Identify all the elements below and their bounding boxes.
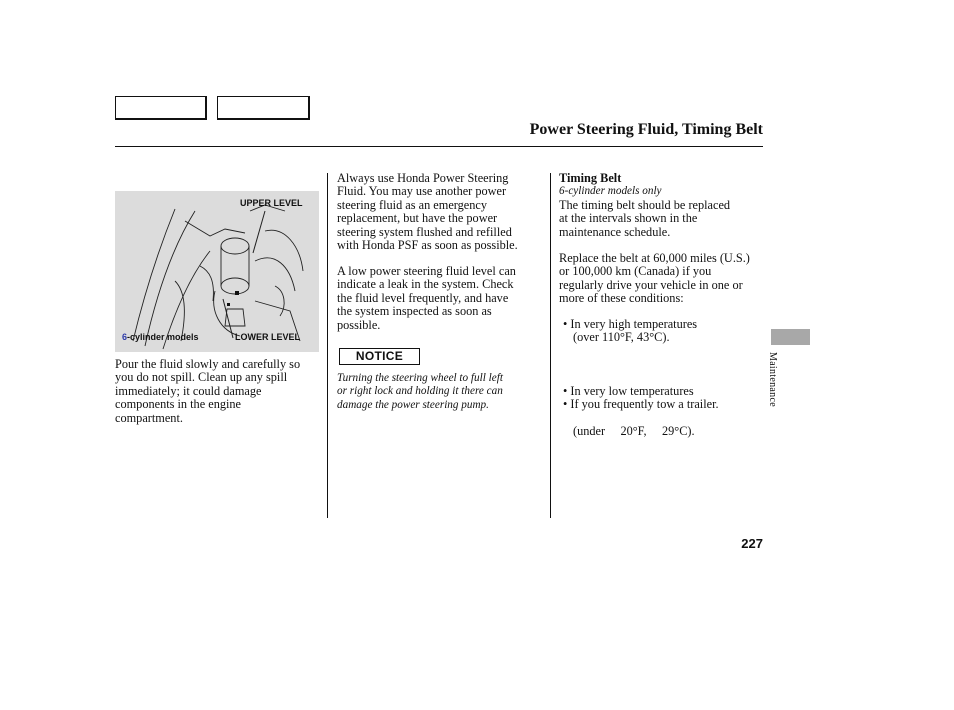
- text-line: the system inspected as soon as: [337, 304, 492, 319]
- lower-level-label: LOWER LEVEL: [235, 332, 300, 342]
- text-line: maintenance schedule.: [559, 224, 671, 239]
- text-line: damage the power steering pump.: [337, 398, 489, 411]
- bullet-item: [563, 398, 719, 411]
- column2-paragraph2: [337, 265, 516, 332]
- notice-label: NOTICE: [355, 349, 404, 363]
- text-line: compartment.: [115, 410, 183, 425]
- notice-badge: [339, 348, 420, 365]
- column3-paragraph1: [559, 199, 730, 239]
- figure-caption-number: 6: [122, 332, 128, 342]
- column-divider-1: [327, 173, 328, 518]
- text-line: steering system flushed and refilled: [337, 224, 512, 239]
- text-line: components in the engine: [115, 397, 242, 412]
- bullet-text: In very low temperatures: [570, 383, 694, 398]
- column3-paragraph2: [559, 252, 750, 306]
- text-line: Replace the belt at 60,000 miles (U.S.): [559, 251, 750, 265]
- power-steering-reservoir-figure: [115, 191, 319, 352]
- text-line: or right lock and holding it there can: [337, 385, 503, 398]
- text-line: indicate a leak in the system. Check: [337, 277, 514, 292]
- section-tab-label: Maintenance: [767, 352, 778, 407]
- text-line: or 100,000 km (Canada) if you: [559, 264, 712, 279]
- text-line: Turning the steering wheel to full left: [337, 372, 503, 384]
- text-line: • In very high temperatures: [563, 317, 698, 331]
- text-line: replacement, but have the power: [337, 211, 498, 226]
- title-rule: [115, 146, 763, 147]
- section-tab[interactable]: [771, 329, 810, 345]
- text-line: with Honda PSF as soon as possible.: [337, 238, 518, 253]
- nav-button-index[interactable]: [217, 96, 310, 120]
- figure-caption-text: -cylinder models: [127, 332, 199, 342]
- text-line: you do not spill. Clean up any spill: [115, 370, 288, 385]
- text-line: The timing belt should be replaced: [559, 198, 731, 212]
- text-line: Fluid. You may use another power: [337, 184, 507, 199]
- text-line: immediately; it could damage: [115, 383, 262, 398]
- bullet-item: [563, 318, 697, 345]
- upper-level-label: UPPER LEVEL: [240, 198, 303, 208]
- section-heading: Timing Belt: [559, 171, 622, 185]
- text-line: Always use Honda Power Steering: [337, 171, 509, 185]
- figure-caption: [122, 332, 199, 342]
- column-divider-2: [550, 173, 551, 518]
- text-line: the fluid level frequently, and have: [337, 290, 509, 305]
- text-line: (under 20°F, 29°C).: [573, 424, 695, 439]
- page-title: Power Steering Fluid, Timing Belt: [529, 121, 763, 138]
- text-line: steering fluid as an emergency: [337, 197, 488, 212]
- section-subheading: 6-cylinder models only: [559, 185, 662, 197]
- nav-button-main-menu[interactable]: [115, 96, 207, 120]
- notice-text: [337, 372, 503, 412]
- page-number: 227: [741, 536, 763, 551]
- text-line: at the intervals shown in the: [559, 211, 698, 226]
- text-line: regularly drive your vehicle in one or: [559, 277, 743, 292]
- text-line: • If you frequently tow a trailer.: [563, 397, 719, 411]
- bullet-text: In very high temperatures: [570, 317, 698, 331]
- column2-paragraph1: [337, 172, 518, 252]
- text-line: • In very low temperatures: [563, 383, 694, 398]
- text-line: A low power steering fluid level can: [337, 264, 516, 278]
- engine-illustration: [115, 191, 319, 352]
- column1-paragraph: [115, 358, 300, 425]
- text-line: more of these conditions:: [559, 291, 684, 306]
- bullet-text: If you frequently tow a trailer.: [570, 397, 719, 411]
- text-line: possible.: [337, 317, 381, 332]
- text-line: Pour the fluid slowly and carefully so: [115, 357, 301, 371]
- text-line: (over 110°F, 43°C).: [573, 330, 670, 345]
